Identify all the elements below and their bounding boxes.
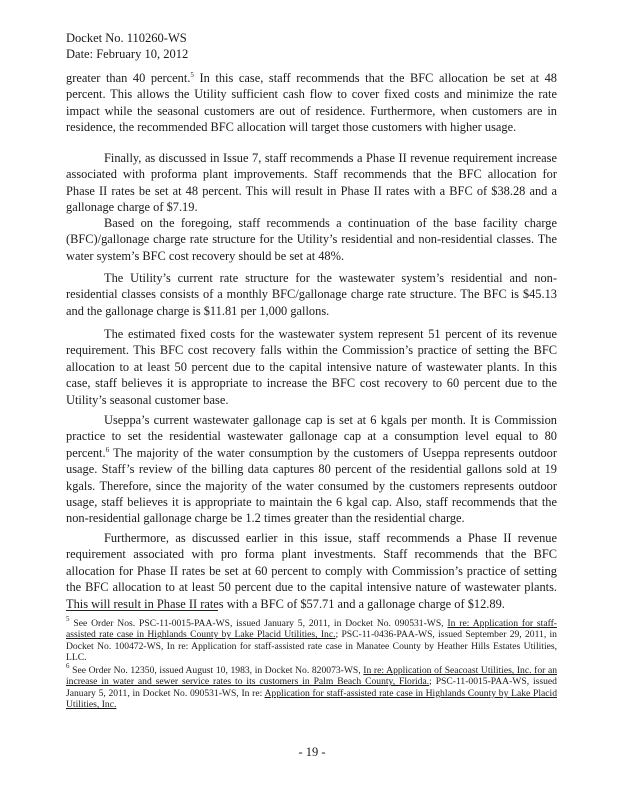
paragraph-2: Finally, as discussed in Issue 7, staff recommends a Phase II revenue requirement increase associated with proforma plant improvements. Staff recommends that the BFC allocation for Phase II rates be set at 48 percent. This will result in Phase II rates with a BFC of $38.28 and a gallonage charge of $7.19. bbox=[66, 151, 557, 215]
docket-number: Docket No. 110260-WS bbox=[66, 31, 187, 45]
footnote-6: $^6$ See Order No. 12350, issued August 10, 1983, in Docket No. 820073-WS, In re: Application of Seacoast Utilities, Inc. for an increase in water and sewer service rates to its customers in Palm Beach County, Florida.; PSC-11-0015-PAA-WS, issued January 5, 2011, in Docket No. 090531-WS, In re: Application for staff-assisted rate case in Highlands County by Lake Placid Utilities, Inc. bbox=[66, 662, 558, 711]
page-header bbox=[66, 30, 188, 62]
footnote-ref-5: 5 bbox=[190, 71, 194, 79]
paragraph-3: Based on the foregoing, staff recommends a continuation of the base facility charge (BFC)/gallonage charge rate structure for the Utility’s residential and non-residential classes. The water system’s BFC cost recovery should be set at 48%. bbox=[66, 216, 557, 263]
page-number: - 19 - bbox=[298, 745, 326, 759]
paragraph-5: The estimated fixed costs for the wastewater system represent 51 percent of its revenue requirement. This BFC cost recovery falls within the Commission’s practice of setting the BFC allocation to at least 50 percent due to the capital intensive nature of wastewater plants. In this case, staff believes it is appropriate to increase the BFC cost recovery to 60 percent due to the Utility’s seasonal customer base. bbox=[66, 327, 557, 407]
paragraph-6: Useppa’s current wastewater gallonage cap is set at 6 kgals per month. It is Commission practice to set the residential wastewater gallonage cap at a consumption level equal to 80 percent.$^6$ The majority of the water consumption by the customers of Useppa represents outdoor usage. Staff’s review of the billing data captures 80 percent of the residential gallons sold at 19 kgals. Therefore, since the majority of the water consumed by the customers represents outdoor usage, staff believes it is appropriate to maintain the 6 kgal cap. Also, staff recommends that the non-residential gallonage charge be 1.2 times greater than the residential charge. bbox=[66, 413, 557, 526]
footnote-5: $^5$ See Order Nos. PSC-11-0015-PAA-WS, issued January 5, 2011, in Docket No. 090531-WS, In re: Application for staff-assisted rate case in Highlands County by Lake Placid Utilities, Inc.; PSC-11-0436-PAA-WS, issued September 29, 2011, in Docket No. 100472-WS, In re: Application for staff-assisted rate case in Manatee County by Heather Hills Estates Utilities, LLC. bbox=[66, 615, 557, 664]
footnote-ref-6: 6 bbox=[105, 445, 110, 454]
footnote-divider bbox=[66, 610, 218, 611]
paragraph-7: Furthermore, as discussed earlier in this issue, staff recommends a Phase II revenue requirement associated with pro forma plant investments. Staff recommends that the BFC allocation for Phase II rates be set at 60 percent to comply with Commission’s practice of setting the BFC allocation to at least 50 percent due to the capital intensive nature of wastewater plants. This will result in Phase II rates with a BFC of $57.71 and a gallonage charge of $12.89. bbox=[66, 531, 557, 611]
paragraph-1: greater than 40 percent.$^5$ In this case, staff recommends that the BFC allocation be set at 48 percent. This allows the Utility sufficient cash flow to cover fixed costs and minimize the rate impact while the seasonal customers are out of residence. Furthermore, when customers are in residence, the recommended BFC allocation will target those customers with higher usage. bbox=[66, 71, 558, 135]
paragraph-4: The Utility’s current rate structure for the wastewater system’s residential and non-residential classes consists of a monthly BFC/gallonage charge rate structure. The BFC is $45.13 and the gallonage charge is $11.81 per 1,000 gallons. bbox=[66, 271, 557, 318]
document-date: Date: February 10, 2012 bbox=[66, 47, 189, 61]
